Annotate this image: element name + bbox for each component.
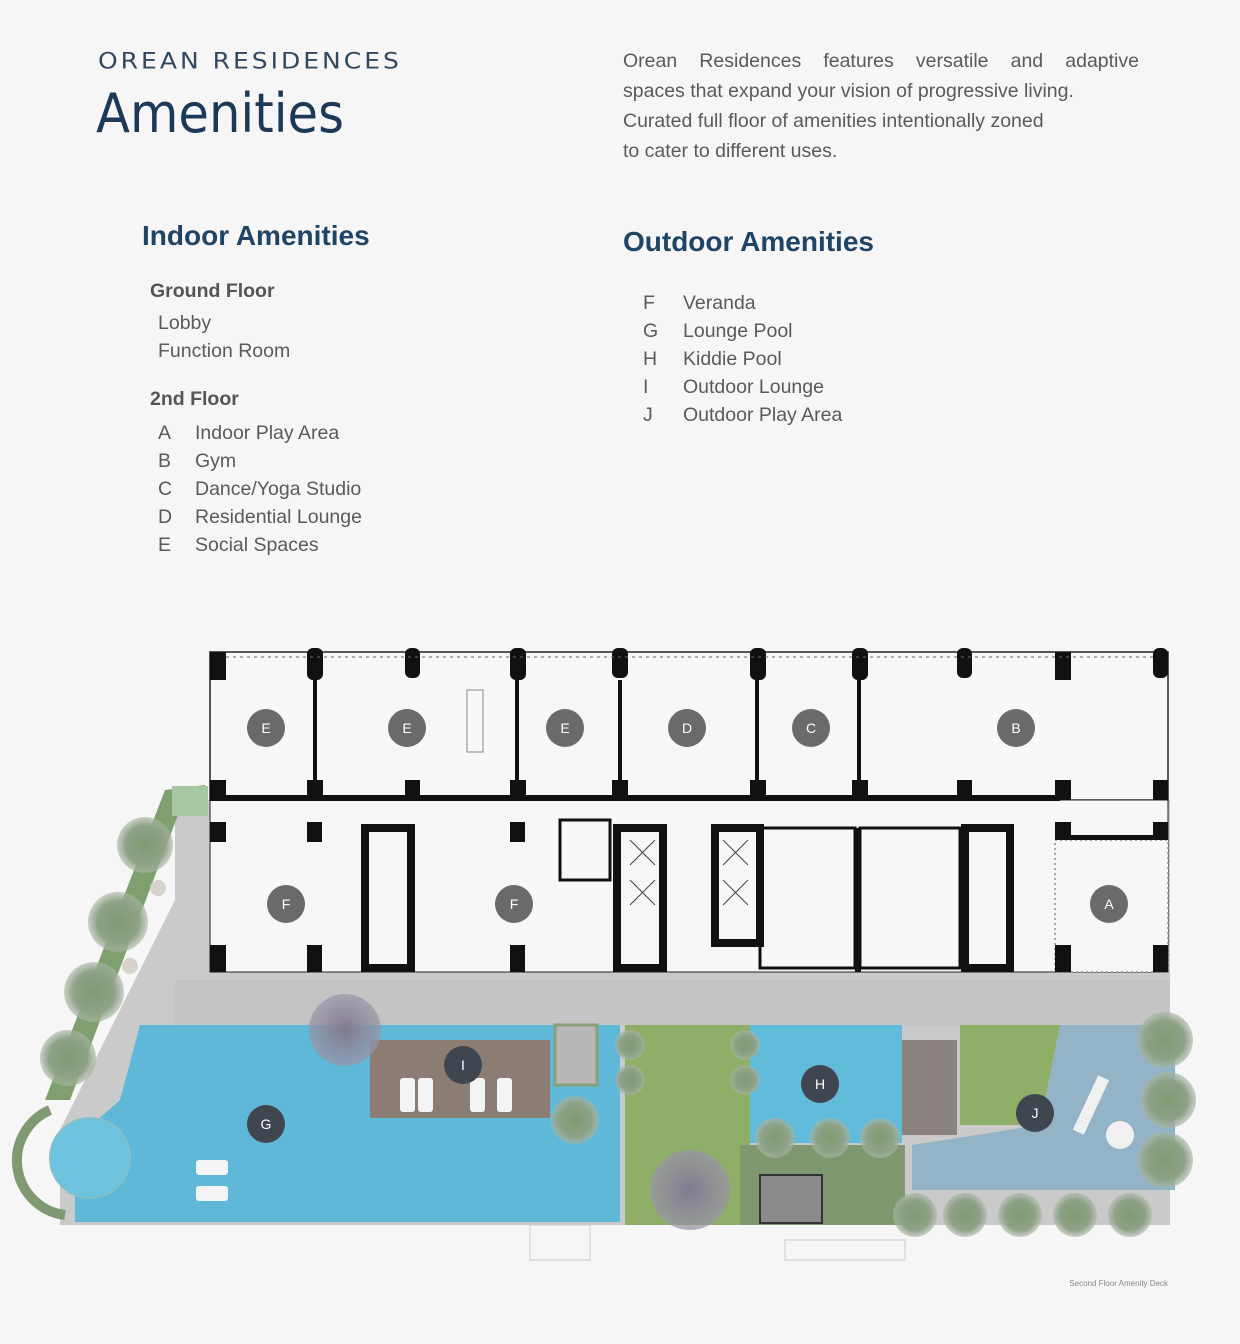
marker-c xyxy=(792,709,830,747)
building xyxy=(210,648,1168,972)
item-key: D xyxy=(158,506,173,528)
svg-text:D: D xyxy=(681,720,693,736)
item-label: Kiddie Pool xyxy=(683,348,782,370)
svg-text:E: E xyxy=(560,720,570,736)
item-key: G xyxy=(643,320,659,342)
svg-text:B: B xyxy=(1011,720,1021,736)
outdoor-amenities-heading: Outdoor Amenities xyxy=(623,226,874,257)
intro-line: Orean Residences features versatile and adaptive xyxy=(623,50,1139,72)
intro-line: spaces that expand your vision of progressive living. xyxy=(623,80,1074,102)
outdoor-list xyxy=(643,289,842,429)
second-floor-list xyxy=(158,419,362,559)
item-label: Veranda xyxy=(683,292,756,314)
lower-building-outline xyxy=(530,1225,905,1260)
list-item: Lobby xyxy=(158,312,212,334)
list-item xyxy=(643,289,842,317)
intro-paragraph xyxy=(623,46,1139,166)
item-key: B xyxy=(158,450,172,472)
item-label: Outdoor Lounge xyxy=(683,376,824,398)
list-item xyxy=(158,419,362,447)
floor-plan-caption: Second Floor Amenity Deck xyxy=(1069,1279,1168,1288)
item-key: E xyxy=(158,534,172,556)
marker-h xyxy=(801,1065,839,1103)
marker-e-3 xyxy=(546,709,584,747)
item-key: A xyxy=(158,422,172,444)
svg-text:A: A xyxy=(1104,896,1114,912)
second-floor-heading: 2nd Floor xyxy=(150,388,239,410)
marker-b xyxy=(997,709,1035,747)
svg-text:E: E xyxy=(402,720,412,736)
item-label: Residential Lounge xyxy=(195,506,362,528)
svg-text:F: F xyxy=(281,896,291,912)
intro-line: to cater to different uses. xyxy=(623,140,838,162)
marker-d xyxy=(668,709,706,747)
list-item xyxy=(158,475,362,503)
list-item xyxy=(643,401,842,429)
ground-floor-heading: Ground Floor xyxy=(150,280,275,302)
svg-text:C: C xyxy=(805,720,817,736)
marker-a xyxy=(1090,885,1128,923)
brand-name: OREAN RESIDENCES xyxy=(98,48,402,75)
floor-plan xyxy=(0,620,1240,1280)
marker-e-2 xyxy=(388,709,426,747)
svg-text:I: I xyxy=(461,1057,465,1073)
marker-e-1 xyxy=(247,709,285,747)
intro-line: Curated full floor of amenities intentionally zoned xyxy=(623,110,1044,132)
ground-floor-list xyxy=(158,309,290,365)
marker-i xyxy=(444,1046,482,1084)
item-label: Gym xyxy=(195,450,237,472)
svg-text:J: J xyxy=(1031,1105,1039,1121)
item-label: Outdoor Play Area xyxy=(683,404,843,426)
marker-f-2 xyxy=(495,885,533,923)
svg-text:H: H xyxy=(814,1076,826,1092)
item-key: J xyxy=(643,404,653,426)
item-label: Indoor Play Area xyxy=(195,422,340,444)
item-label: Lounge Pool xyxy=(683,320,793,342)
list-item xyxy=(158,447,362,475)
page-title: Amenities xyxy=(96,82,344,145)
list-item: Function Room xyxy=(158,340,291,362)
list-item xyxy=(643,317,842,345)
list-item xyxy=(643,345,842,373)
list-item xyxy=(643,373,842,401)
item-label: Dance/Yoga Studio xyxy=(195,478,362,500)
marker-j xyxy=(1016,1094,1054,1132)
svg-text:G: G xyxy=(260,1116,272,1132)
item-key: I xyxy=(643,376,649,398)
svg-text:F: F xyxy=(509,896,519,912)
item-label: Social Spaces xyxy=(195,534,319,556)
item-key: C xyxy=(158,478,173,500)
item-key: H xyxy=(643,348,658,370)
marker-f-1 xyxy=(267,885,305,923)
svg-text:E: E xyxy=(261,720,271,736)
list-item xyxy=(158,531,362,559)
marker-g xyxy=(247,1105,285,1143)
indoor-amenities-heading: Indoor Amenities xyxy=(142,220,370,251)
item-key: F xyxy=(643,292,655,314)
list-item xyxy=(158,503,362,531)
